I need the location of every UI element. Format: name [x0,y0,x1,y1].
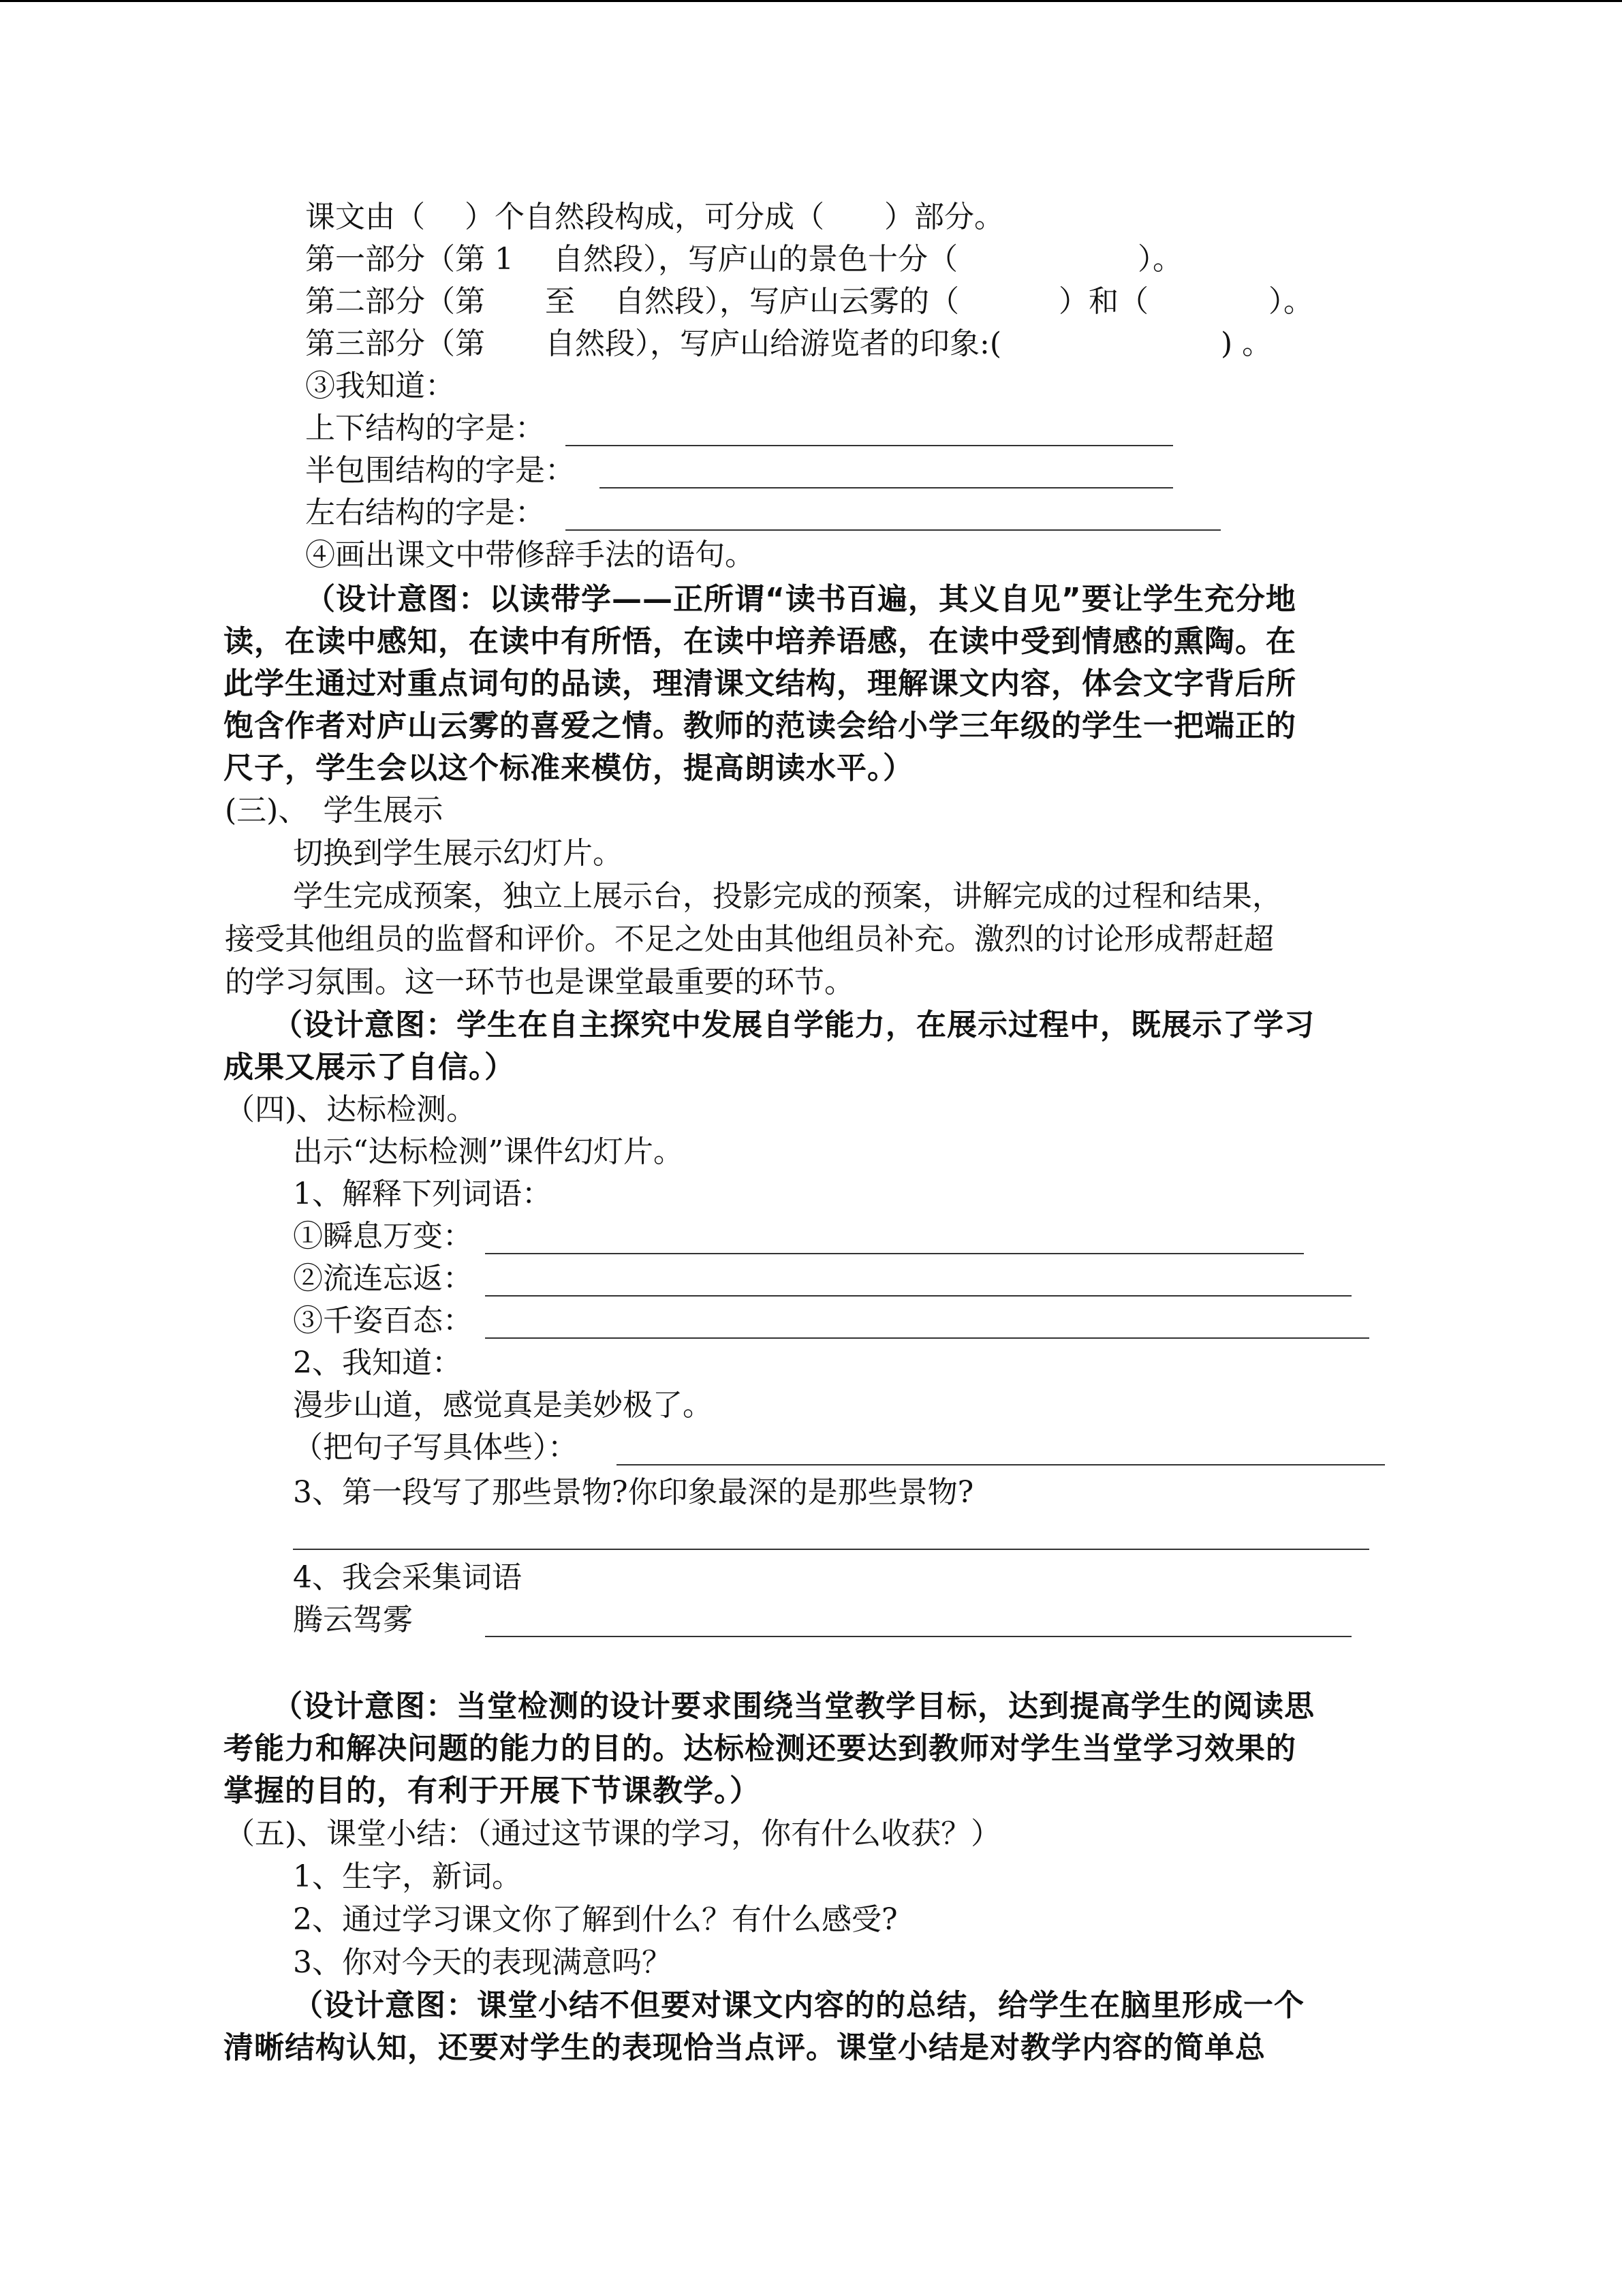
part-two-line: 第二部分（第 至 自然段），写庐山云雾的（ ）和（ ）。 [305,284,1313,319]
answer-blank-line [485,1295,1352,1297]
summary-item: 2、通过学习课文你了解到什么？有什么感受? [293,1902,898,1937]
section-heading-summary: （五)、课堂小结：（通过这节课的学习，你有什么收获？） [225,1816,1001,1851]
summary-item: 1、生字，新词。 [293,1859,522,1894]
design-intent-paragraph: 考能力和解决问题的能力的目的。达标检测还要达到教师对学生当堂学习效果的 [223,1731,1296,1766]
i-know-heading: ③我知道： [305,369,455,403]
design-intent-paragraph: （设计意图：课堂小结不但要对课文内容的的总结，给学生在脑里形成一个 [293,1988,1305,2023]
example-word: 腾云驾雾 [293,1602,413,1637]
rewrite-prompt: （把句子写具体些）： [293,1430,578,1465]
design-intent-paragraph: 清晰结构认知，还要对学生的表现恰当点评。课堂小结是对教学内容的简单总 [223,2030,1266,2065]
design-intent-paragraph: （设计意图：以读带学——正所谓“读书百遍，其义自见”要让学生充分地 [305,582,1296,617]
design-intent-paragraph: 饱含作者对庐山云雾的喜爱之情。教师的范读会给小学三年级的学生一把端正的 [223,709,1296,743]
design-intent-paragraph: 此学生通过对重点词句的品读，理清课文结构，理解课文内容，体会文字背后所 [223,666,1296,701]
answer-blank-line [485,1636,1352,1637]
summary-item: 3、你对今天的表现满意吗？ [293,1945,672,1980]
design-intent-paragraph: 成果又展示了自信。） [223,1050,515,1085]
answer-blank-line [485,1253,1304,1254]
design-intent-paragraph: 尺子，学生会以这个标准来模仿，提高朗读水平。） [223,751,914,786]
body-text: 接受其他组员的监督和评价。不足之处由其他组员补充。激烈的讨论形成帮赶超 [225,922,1274,957]
design-intent-paragraph: 掌握的目的，有利于开展下节课教学。） [223,1773,760,1808]
vocab-item: ③千姿百态： [293,1303,473,1338]
vocab-item: ①瞬息万变： [293,1219,473,1254]
part-three-line: 第三部分（第 自然段），写庐山给游览者的印象:( ) 。 [305,326,1273,361]
section-heading-assessment: （四)、达标检测。 [225,1092,477,1127]
answer-blank-line [485,1337,1369,1339]
answer-blank-line [599,487,1173,488]
design-intent-paragraph: 读，在读中感知，在读中有所悟，在读中培养语感，在读中受到情感的熏陶。在 [223,624,1296,659]
top-bottom-structure-label: 上下结构的字是： [305,411,545,446]
body-text: 漫步山道，感觉真是美妙极了。 [293,1388,713,1423]
question-2-heading: 2、我知道： [293,1346,462,1380]
left-right-structure-label: 左右结构的字是： [305,495,545,530]
answer-blank-line [617,1464,1385,1465]
half-enclosure-structure-label: 半包围结构的字是： [305,453,575,488]
design-intent-paragraph: （设计意图：学生在自主探究中发展自学能力，在展示过程中，既展示了学习 [272,1008,1315,1042]
vocab-item: ②流连忘返： [293,1261,473,1296]
section-heading-student-display: (三)、 学生展示 [225,793,443,828]
body-text: 切换到学生展示幻灯片。 [293,836,623,871]
design-intent-paragraph: （设计意图：当堂检测的设计要求围绕当堂教学目标，达到提高学生的阅读思 [272,1689,1315,1724]
answer-blank-line [565,529,1221,531]
answer-blank-line [293,1549,1369,1550]
body-text: 的学习氛围。这一环节也是课堂最重要的环节。 [225,965,854,999]
question-1-heading: 1、解释下列词语： [293,1177,552,1211]
paragraph-count-question: 课文由（ ）个自然段构成，可分成（ ）部分。 [305,200,1004,234]
question-4-heading: 4、我会采集词语 [293,1560,522,1595]
body-text: 学生完成预案，独立上展示台，投影完成的预案，讲解完成的过程和结果， [293,879,1282,914]
body-text: 出示“达标检测”课件幻灯片。 [293,1134,683,1169]
rhetoric-task: ④画出课文中带修辞手法的语句。 [305,538,755,572]
part-one-line: 第一部分（第 1 自然段），写庐山的景色十分（ ）。 [305,242,1183,277]
answer-blank-line [565,445,1173,446]
question-3-heading: 3、第一段写了那些景物?你印象最深的是那些景物? [293,1475,974,1510]
